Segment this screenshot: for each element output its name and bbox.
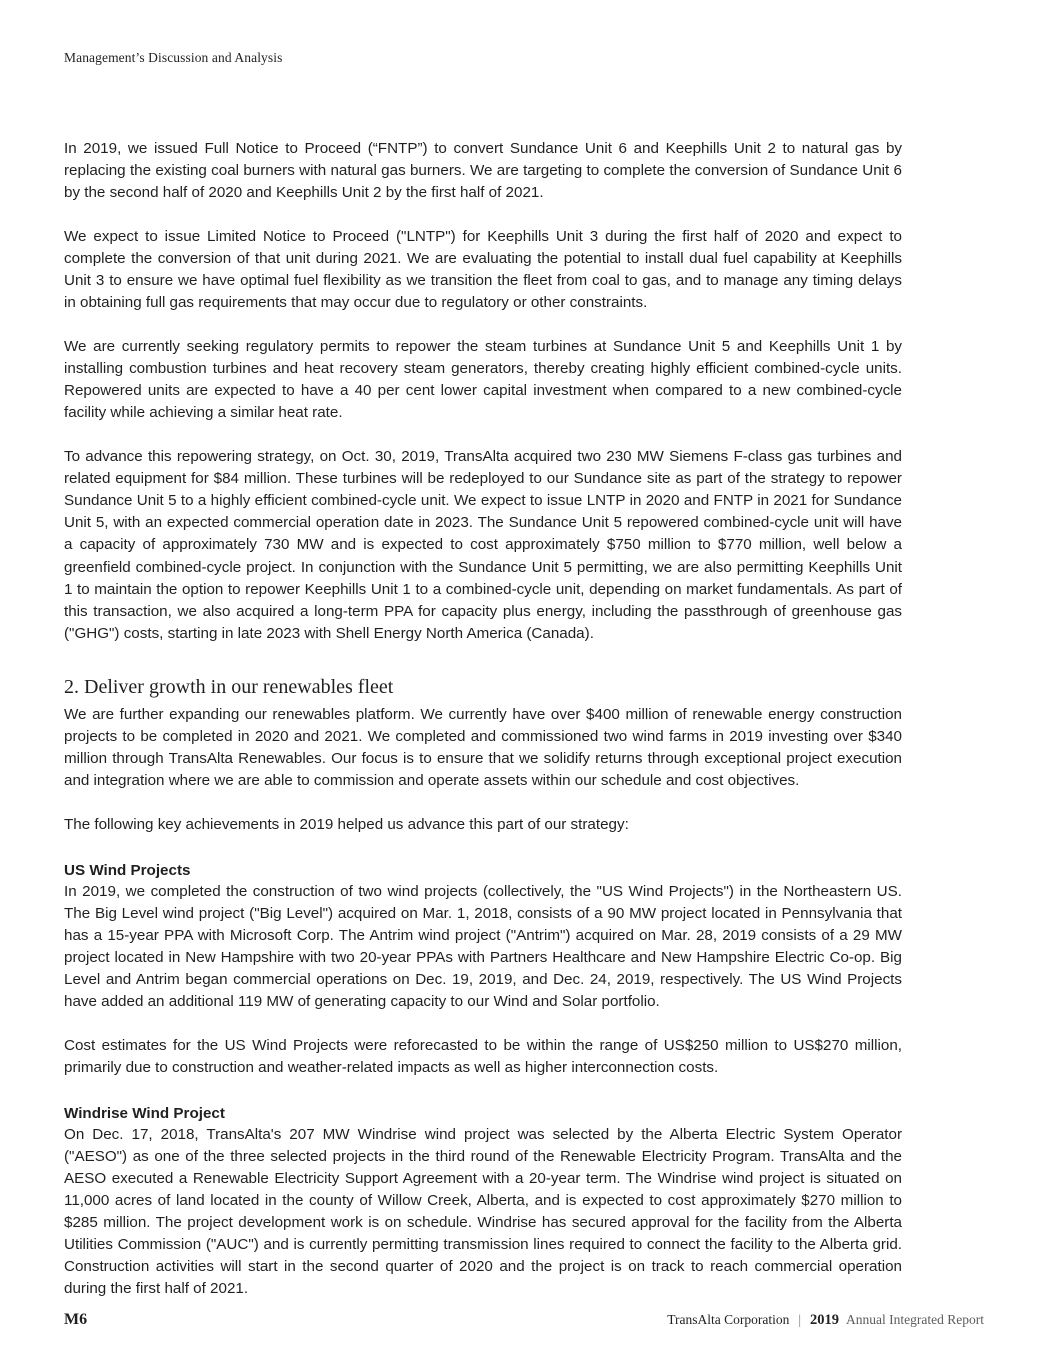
section-heading-renewables-growth: 2. Deliver growth in our renewables fleet [64,675,394,698]
paragraph-repowering-strategy: To advance this repowering strategy, on Oct. 30, 2019, TransAlta acquired two 230 MW Siemens F-class gas turbines and related equipment for $84 million. These turbines will be redeployed to our Sundance site as part of the strategy to repower Sundance Unit 5 to a highly efficient combined-cycle unit. We expect to issue LNTP in 2020 and FNTP in 2021 for Sundance Unit 5, with an expected commercial operation date in 2023. The Sundance Unit 5 repowered combined-cycle unit will have a capacity of approximately 730 MW and is expected to cost approximately $750 million to $770 million, well below a greenfield combined-cycle project. In conjunction with the Sundance Unit 5 permitting, we are also permitting Keephills Unit 1 to maintain the option to repower Keephills Unit 1 to a combined-cycle unit, depending on market fundamentals. As part of this transaction, we also acquired a long-term PPA for capacity plus energy, including the passthrough of greenhouse gas ("GHG") costs, starting in late 2023 with Shell Energy North America (Canada). [64,448,902,642]
paragraph-us-wind-projects: In 2019, we completed the construction of two wind projects (collectively, the "US Wind Projects") in the Northeastern US. The Big Level wind project ("Big Level") acquired on Mar. 1, 2018, consists of a 90 MW project located in Pennsylvania that has a 15-year PPA with Microsoft Corp. The Antrim wind project ("Antrim") acquired on Mar. 28, 2019 consists of a 29 MW project located in New Hampshire with two 20-year PPAs with Partners Healthcare and New Hampshire Electric Co-op. Big Level and Antrim began commercial operations on Dec. 19, 2019, and Dec. 24, 2019, respectively. The US Wind Projects have added an additional 119 MW of generating capacity to our Wind and Solar portfolio. [64,882,902,1010]
document-body [64,138,902,1300]
footer-separator: | [798,1312,802,1327]
paragraph-windrise-wind-project: On Dec. 17, 2018, TransAlta's 207 MW Windrise wind project was selected by the Alberta Electric System Operator ("AESO") as one of the three selected projects in the third round of the Renewable Electricity Program. TransAlta and the AESO executed a Renewable Electricity Support Agreement with a 20-year term. The Windrise wind project is situated on 11,000 acres of land located in the county of Willow Creek, Alberta, and is expected to cost approximately $270 million to $285 million. The project development work is on schedule. Windrise has secured approval for the facility from the Alberta Utilities Commission ("AUC") and is currently permitting transmission lines required to connect the facility to the Alberta grid. Construction activities will start in the second quarter of 2020 and the project is on track to reach commercial operation during the first half of 2021. [64,1126,902,1298]
footer-report-info [667,1312,984,1329]
paragraph-lntp-keephills-3: We expect to issue Limited Notice to Proceed ("LNTP") for Keephills Unit 3 during the first half of 2020 and expect to complete the conversion of that unit during 2021. We are evaluating the potential to install dual fuel capability at Keephills Unit 3 to ensure we have optimal fuel flexibility as we transition the fleet from coal to gas, and to manage any timing delays in obtaining full gas requirements that may occur due to regulatory or other constraints. [64,228,902,312]
footer-year: 2019 [810,1312,840,1328]
footer-report-title: Annual Integrated Report [846,1312,984,1327]
page-footer [64,1311,984,1329]
footer-company-name: TransAlta Corporation [667,1312,790,1327]
subheading-windrise-wind-project: Windrise Wind Project [64,1105,225,1123]
paragraph-fntp-conversion: In 2019, we issued Full Notice to Proceed (“FNTP”) to convert Sundance Unit 6 and Keephills Unit 2 to natural gas by replacing the existing coal burners with natural gas burners. We are targeting to complete the conversion of Sundance Unit 6 by the second half of 2020 and Keephills Unit 2 by the first half of 2021. [64,140,902,202]
paragraph-us-wind-cost-estimates: Cost estimates for the US Wind Projects were reforecasted to be within the range of US$250 million to US$270 million, primarily due to construction and weather-related impacts as well as higher interconnection costs. [64,1036,902,1076]
running-head: Management’s Discussion and Analysis [64,50,283,65]
paragraph-key-achievements-intro: The following key achievements in 2019 helped us advance this part of our strategy: [64,815,629,833]
paragraph-regulatory-permits-repower: We are currently seeking regulatory permits to repower the steam turbines at Sundance Unit 5 and Keephills Unit 1 by installing combustion turbines and heat recovery steam generators, thereby creating highly efficient combined-cycle units. Repowered units are expected to have a 40 per cent lower capital investment when compared to a new combined-cycle facility while achieving a similar heat rate. [64,338,902,422]
subheading-us-wind-projects: US Wind Projects [64,861,191,879]
paragraph-renewables-platform: We are further expanding our renewables platform. We currently have over $400 million of renewable energy construction projects to be completed in 2020 and 2021. We completed and commissioned two wind farms in 2019 investing over $340 million through TransAlta Renewables. Our focus is to ensure that we solidify returns through exceptional project execution and integration where we are able to commission and operate assets within our schedule and cost objectives. [64,705,902,789]
footer-page-number: M6 [64,1311,88,1328]
